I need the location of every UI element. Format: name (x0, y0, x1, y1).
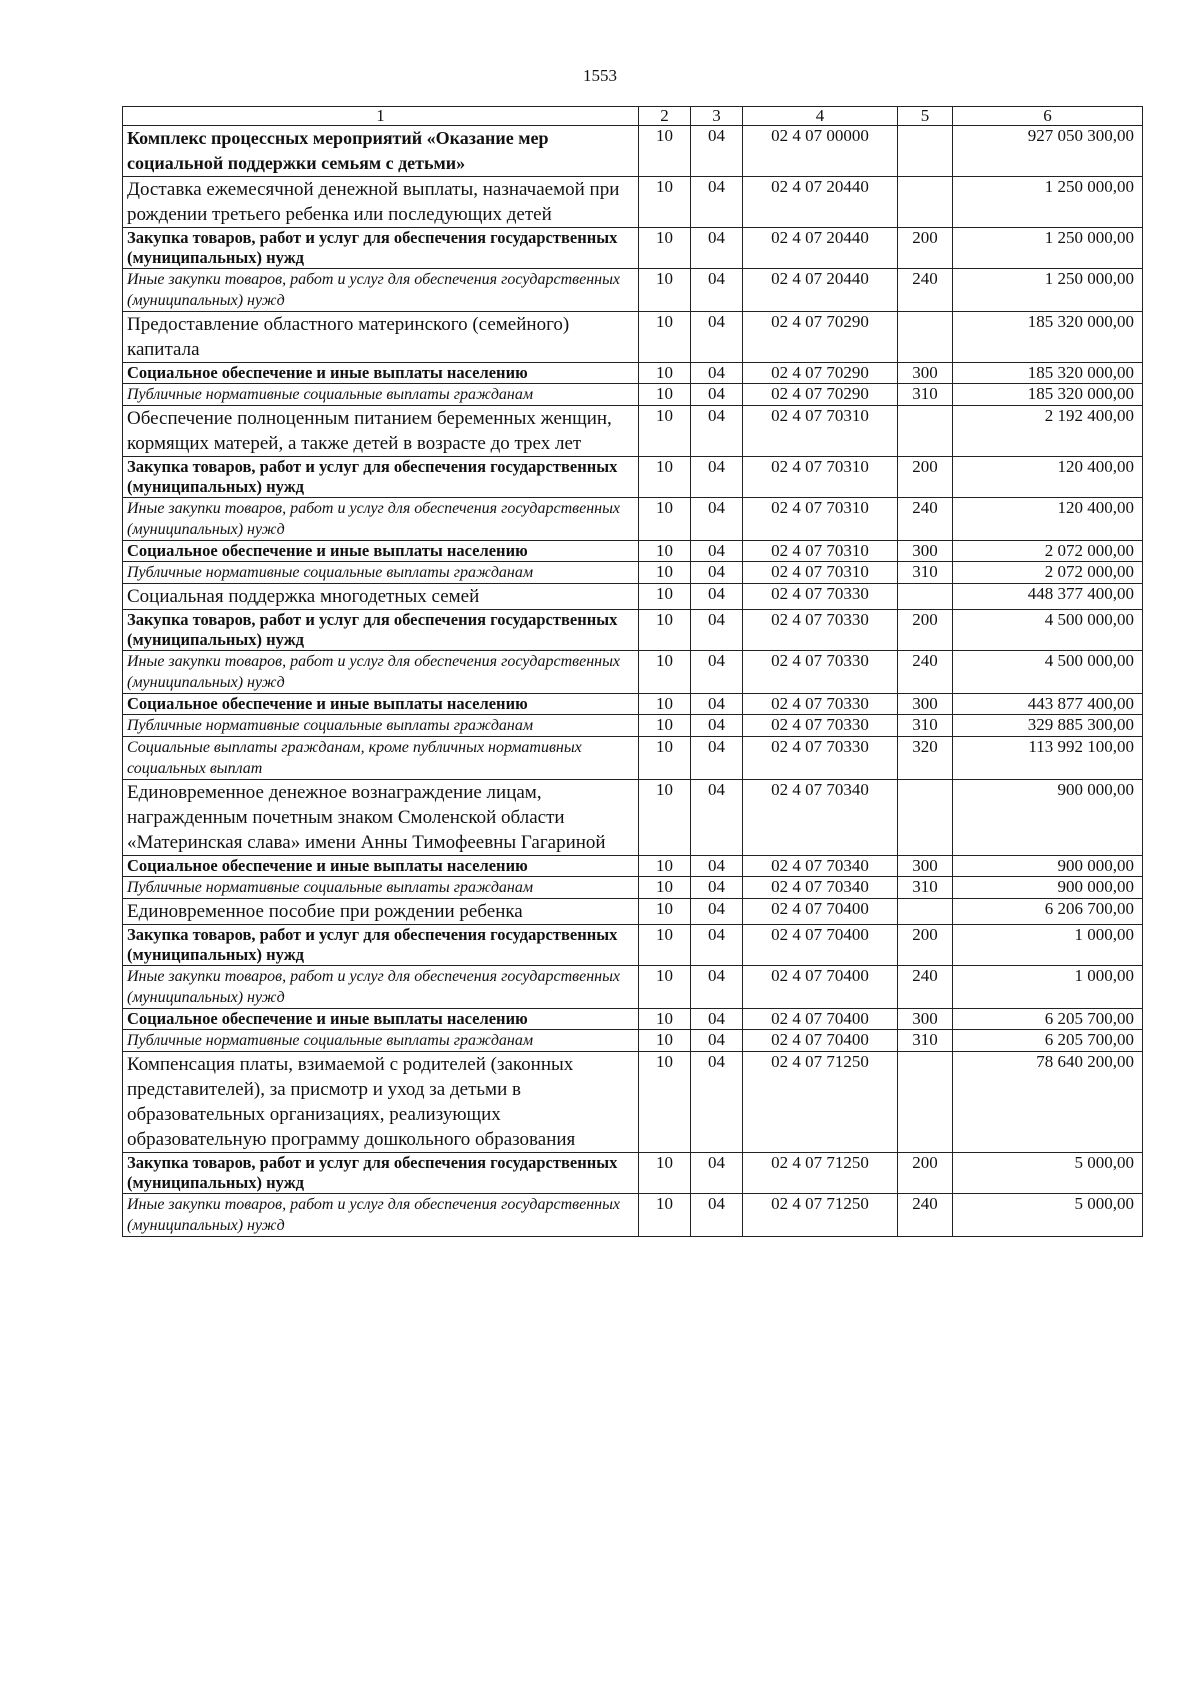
amount-cell: 927 050 300,00 (953, 126, 1143, 177)
page-number: 1553 (583, 66, 617, 85)
target-article-cell: 02 4 07 70340 (743, 856, 898, 877)
table-row (123, 610, 1143, 651)
subsection-code-cell: 04 (691, 1030, 743, 1052)
row-name-cell: Закупка товаров, работ и услуг для обеспечения государственных (муниципальных) нужд (123, 610, 639, 651)
table-row (123, 694, 1143, 715)
table-row (123, 1194, 1143, 1237)
target-article-cell: 02 4 07 70290 (743, 312, 898, 363)
amount-cell: 1 000,00 (953, 966, 1143, 1009)
subsection-code-cell: 04 (691, 312, 743, 363)
section-code-cell: 10 (639, 1030, 691, 1052)
expense-type-cell: 320 (898, 737, 953, 780)
row-name-cell: Иные закупки товаров, работ и услуг для обеспечения государственных (муниципальных) нужд (123, 966, 639, 1009)
amount-cell: 6 205 700,00 (953, 1009, 1143, 1030)
expense-type-cell: 300 (898, 1009, 953, 1030)
table-row (123, 406, 1143, 457)
target-article-cell: 02 4 07 70330 (743, 584, 898, 610)
section-code-cell: 10 (639, 1194, 691, 1237)
table-row (123, 384, 1143, 406)
expense-type-cell: 240 (898, 651, 953, 694)
section-code-cell: 10 (639, 562, 691, 584)
table-row (123, 899, 1143, 925)
target-article-cell: 02 4 07 70330 (743, 715, 898, 737)
expense-type-cell: 300 (898, 856, 953, 877)
amount-cell: 5 000,00 (953, 1153, 1143, 1194)
section-code-cell: 10 (639, 737, 691, 780)
row-name-cell: Публичные нормативные социальные выплаты гражданам (123, 715, 639, 737)
section-code-cell: 10 (639, 1052, 691, 1153)
section-code-cell: 10 (639, 899, 691, 925)
section-code-cell: 10 (639, 363, 691, 384)
expense-type-cell: 300 (898, 363, 953, 384)
expense-type-cell: 200 (898, 1153, 953, 1194)
table-body (123, 126, 1143, 1237)
row-name-cell: Закупка товаров, работ и услуг для обеспечения государственных (муниципальных) нужд (123, 228, 639, 269)
row-name-cell: Закупка товаров, работ и услуг для обеспечения государственных (муниципальных) нужд (123, 925, 639, 966)
row-name-cell: Публичные нормативные социальные выплаты гражданам (123, 384, 639, 406)
target-article-cell: 02 4 07 70340 (743, 780, 898, 856)
subsection-code-cell: 04 (691, 126, 743, 177)
amount-cell: 2 072 000,00 (953, 562, 1143, 584)
target-article-cell: 02 4 07 70400 (743, 1009, 898, 1030)
subsection-code-cell: 04 (691, 584, 743, 610)
row-name-cell: Иные закупки товаров, работ и услуг для обеспечения государственных (муниципальных) нужд (123, 1194, 639, 1237)
row-name-cell: Иные закупки товаров, работ и услуг для обеспечения государственных (муниципальных) нужд (123, 651, 639, 694)
row-name-cell: Публичные нормативные социальные выплаты гражданам (123, 562, 639, 584)
target-article-cell: 02 4 07 71250 (743, 1194, 898, 1237)
expense-type-cell: 310 (898, 1030, 953, 1052)
amount-cell: 1 250 000,00 (953, 228, 1143, 269)
row-name-cell: Социальное обеспечение и иные выплаты населению (123, 541, 639, 562)
table-row (123, 269, 1143, 312)
amount-cell: 185 320 000,00 (953, 363, 1143, 384)
target-article-cell: 02 4 07 71250 (743, 1153, 898, 1194)
amount-cell: 185 320 000,00 (953, 312, 1143, 363)
table-row (123, 1030, 1143, 1052)
amount-cell: 1 250 000,00 (953, 269, 1143, 312)
amount-cell: 1 250 000,00 (953, 177, 1143, 228)
column-header: 2 (639, 107, 691, 126)
amount-cell: 6 206 700,00 (953, 899, 1143, 925)
target-article-cell: 02 4 07 70310 (743, 457, 898, 498)
expense-type-cell (898, 312, 953, 363)
subsection-code-cell: 04 (691, 877, 743, 899)
section-code-cell: 10 (639, 269, 691, 312)
section-code-cell: 10 (639, 1153, 691, 1194)
row-name-cell: Иные закупки товаров, работ и услуг для обеспечения государственных (муниципальных) нужд (123, 498, 639, 541)
section-code-cell: 10 (639, 584, 691, 610)
expense-type-cell: 240 (898, 269, 953, 312)
section-code-cell: 10 (639, 228, 691, 269)
row-name-cell: Социальная поддержка многодетных семей (123, 584, 639, 610)
budget-table (122, 106, 1143, 1237)
target-article-cell: 02 4 07 70400 (743, 899, 898, 925)
subsection-code-cell: 04 (691, 651, 743, 694)
expense-type-cell: 310 (898, 715, 953, 737)
column-header: 1 (123, 107, 639, 126)
expense-type-cell (898, 126, 953, 177)
subsection-code-cell: 04 (691, 228, 743, 269)
amount-cell: 2 192 400,00 (953, 406, 1143, 457)
expense-type-cell: 310 (898, 384, 953, 406)
subsection-code-cell: 04 (691, 177, 743, 228)
table-row (123, 126, 1143, 177)
subsection-code-cell: 04 (691, 1052, 743, 1153)
target-article-cell: 02 4 07 70400 (743, 1030, 898, 1052)
row-name-cell: Социальное обеспечение и иные выплаты населению (123, 363, 639, 384)
target-article-cell: 02 4 07 20440 (743, 177, 898, 228)
section-code-cell: 10 (639, 715, 691, 737)
row-name-cell: Иные закупки товаров, работ и услуг для обеспечения государственных (муниципальных) нужд (123, 269, 639, 312)
subsection-code-cell: 04 (691, 899, 743, 925)
row-name-cell: Компенсация платы, взимаемой с родителей (законных представителей), за присмотр и уход за детьми в образовательных организациях, реализующих образовательную программу дошкольного образования (123, 1052, 639, 1153)
expense-type-cell: 300 (898, 541, 953, 562)
target-article-cell: 02 4 07 20440 (743, 228, 898, 269)
expense-type-cell: 300 (898, 694, 953, 715)
subsection-code-cell: 04 (691, 925, 743, 966)
target-article-cell: 02 4 07 70290 (743, 384, 898, 406)
expense-type-cell (898, 584, 953, 610)
target-article-cell: 02 4 07 70330 (743, 651, 898, 694)
section-code-cell: 10 (639, 312, 691, 363)
expense-type-cell: 240 (898, 498, 953, 541)
target-article-cell: 02 4 07 70310 (743, 498, 898, 541)
expense-type-cell (898, 1052, 953, 1153)
target-article-cell: 02 4 07 70310 (743, 406, 898, 457)
subsection-code-cell: 04 (691, 562, 743, 584)
subsection-code-cell: 04 (691, 694, 743, 715)
subsection-code-cell: 04 (691, 1153, 743, 1194)
table-row (123, 541, 1143, 562)
table-header (123, 107, 1143, 126)
row-name-cell: Единовременное денежное вознаграждение лицам, награжденным почетным знаком Смоленской области «Материнская слава» имени Анны Тимофеевны Гагариной (123, 780, 639, 856)
subsection-code-cell: 04 (691, 498, 743, 541)
expense-type-cell (898, 177, 953, 228)
header-row (123, 107, 1143, 126)
expense-type-cell: 240 (898, 966, 953, 1009)
table-row (123, 925, 1143, 966)
expense-type-cell (898, 780, 953, 856)
table-row (123, 1009, 1143, 1030)
subsection-code-cell: 04 (691, 541, 743, 562)
table-row (123, 457, 1143, 498)
target-article-cell: 02 4 07 70340 (743, 877, 898, 899)
amount-cell: 2 072 000,00 (953, 541, 1143, 562)
amount-cell: 1 000,00 (953, 925, 1143, 966)
target-article-cell: 02 4 07 20440 (743, 269, 898, 312)
section-code-cell: 10 (639, 877, 691, 899)
amount-cell: 4 500 000,00 (953, 610, 1143, 651)
subsection-code-cell: 04 (691, 406, 743, 457)
table-row (123, 651, 1143, 694)
row-name-cell: Закупка товаров, работ и услуг для обеспечения государственных (муниципальных) нужд (123, 457, 639, 498)
row-name-cell: Публичные нормативные социальные выплаты гражданам (123, 877, 639, 899)
amount-cell: 5 000,00 (953, 1194, 1143, 1237)
row-name-cell: Социальное обеспечение и иные выплаты населению (123, 694, 639, 715)
column-header: 3 (691, 107, 743, 126)
column-header: 5 (898, 107, 953, 126)
amount-cell: 900 000,00 (953, 856, 1143, 877)
target-article-cell: 02 4 07 70310 (743, 562, 898, 584)
amount-cell: 185 320 000,00 (953, 384, 1143, 406)
table-row (123, 715, 1143, 737)
amount-cell: 4 500 000,00 (953, 651, 1143, 694)
section-code-cell: 10 (639, 498, 691, 541)
table-row (123, 312, 1143, 363)
expense-type-cell: 310 (898, 877, 953, 899)
table-row (123, 177, 1143, 228)
subsection-code-cell: 04 (691, 737, 743, 780)
table-row (123, 966, 1143, 1009)
amount-cell: 113 992 100,00 (953, 737, 1143, 780)
subsection-code-cell: 04 (691, 457, 743, 498)
row-name-cell: Комплекс процессных мероприятий «Оказание мер социальной поддержки семьям с детьми» (123, 126, 639, 177)
section-code-cell: 10 (639, 1009, 691, 1030)
table-row (123, 584, 1143, 610)
amount-cell: 900 000,00 (953, 877, 1143, 899)
target-article-cell: 02 4 07 70310 (743, 541, 898, 562)
subsection-code-cell: 04 (691, 384, 743, 406)
row-name-cell: Доставка ежемесячной денежной выплаты, назначаемой при рождении третьего ребенка или последующих детей (123, 177, 639, 228)
table-row (123, 228, 1143, 269)
section-code-cell: 10 (639, 925, 691, 966)
table-row (123, 780, 1143, 856)
column-header: 4 (743, 107, 898, 126)
section-code-cell: 10 (639, 384, 691, 406)
expense-type-cell (898, 899, 953, 925)
subsection-code-cell: 04 (691, 1009, 743, 1030)
target-article-cell: 02 4 07 70330 (743, 694, 898, 715)
subsection-code-cell: 04 (691, 856, 743, 877)
row-name-cell: Закупка товаров, работ и услуг для обеспечения государственных (муниципальных) нужд (123, 1153, 639, 1194)
subsection-code-cell: 04 (691, 966, 743, 1009)
section-code-cell: 10 (639, 651, 691, 694)
subsection-code-cell: 04 (691, 1194, 743, 1237)
target-article-cell: 02 4 07 70290 (743, 363, 898, 384)
table-row (123, 1153, 1143, 1194)
section-code-cell: 10 (639, 610, 691, 651)
row-name-cell: Публичные нормативные социальные выплаты гражданам (123, 1030, 639, 1052)
section-code-cell: 10 (639, 780, 691, 856)
target-article-cell: 02 4 07 00000 (743, 126, 898, 177)
row-name-cell: Социальные выплаты гражданам, кроме публичных нормативных социальных выплат (123, 737, 639, 780)
subsection-code-cell: 04 (691, 269, 743, 312)
subsection-code-cell: 04 (691, 363, 743, 384)
expense-type-cell: 200 (898, 925, 953, 966)
table-row (123, 363, 1143, 384)
target-article-cell: 02 4 07 71250 (743, 1052, 898, 1153)
expense-type-cell: 200 (898, 457, 953, 498)
section-code-cell: 10 (639, 126, 691, 177)
section-code-cell: 10 (639, 406, 691, 457)
row-name-cell: Единовременное пособие при рождении ребенка (123, 899, 639, 925)
amount-cell: 443 877 400,00 (953, 694, 1143, 715)
expense-type-cell: 240 (898, 1194, 953, 1237)
amount-cell: 120 400,00 (953, 498, 1143, 541)
expense-type-cell: 200 (898, 610, 953, 651)
target-article-cell: 02 4 07 70330 (743, 737, 898, 780)
subsection-code-cell: 04 (691, 610, 743, 651)
table-row (123, 737, 1143, 780)
row-name-cell: Социальное обеспечение и иные выплаты населению (123, 856, 639, 877)
section-code-cell: 10 (639, 966, 691, 1009)
amount-cell: 448 377 400,00 (953, 584, 1143, 610)
target-article-cell: 02 4 07 70400 (743, 966, 898, 1009)
table-row (123, 1052, 1143, 1153)
target-article-cell: 02 4 07 70400 (743, 925, 898, 966)
amount-cell: 78 640 200,00 (953, 1052, 1143, 1153)
column-header: 6 (953, 107, 1143, 126)
expense-type-cell: 310 (898, 562, 953, 584)
amount-cell: 329 885 300,00 (953, 715, 1143, 737)
row-name-cell: Предоставление областного материнского (семейного) капитала (123, 312, 639, 363)
row-name-cell: Обеспечение полноценным питанием беременных женщин, кормящих матерей, а также детей в возрасте до трех лет (123, 406, 639, 457)
subsection-code-cell: 04 (691, 715, 743, 737)
section-code-cell: 10 (639, 694, 691, 715)
expense-type-cell: 200 (898, 228, 953, 269)
section-code-cell: 10 (639, 541, 691, 562)
section-code-cell: 10 (639, 177, 691, 228)
table-row (123, 562, 1143, 584)
section-code-cell: 10 (639, 457, 691, 498)
target-article-cell: 02 4 07 70330 (743, 610, 898, 651)
section-code-cell: 10 (639, 856, 691, 877)
expense-type-cell (898, 406, 953, 457)
amount-cell: 120 400,00 (953, 457, 1143, 498)
table-row (123, 877, 1143, 899)
table-row (123, 498, 1143, 541)
table-row (123, 856, 1143, 877)
row-name-cell: Социальное обеспечение и иные выплаты населению (123, 1009, 639, 1030)
amount-cell: 6 205 700,00 (953, 1030, 1143, 1052)
amount-cell: 900 000,00 (953, 780, 1143, 856)
subsection-code-cell: 04 (691, 780, 743, 856)
